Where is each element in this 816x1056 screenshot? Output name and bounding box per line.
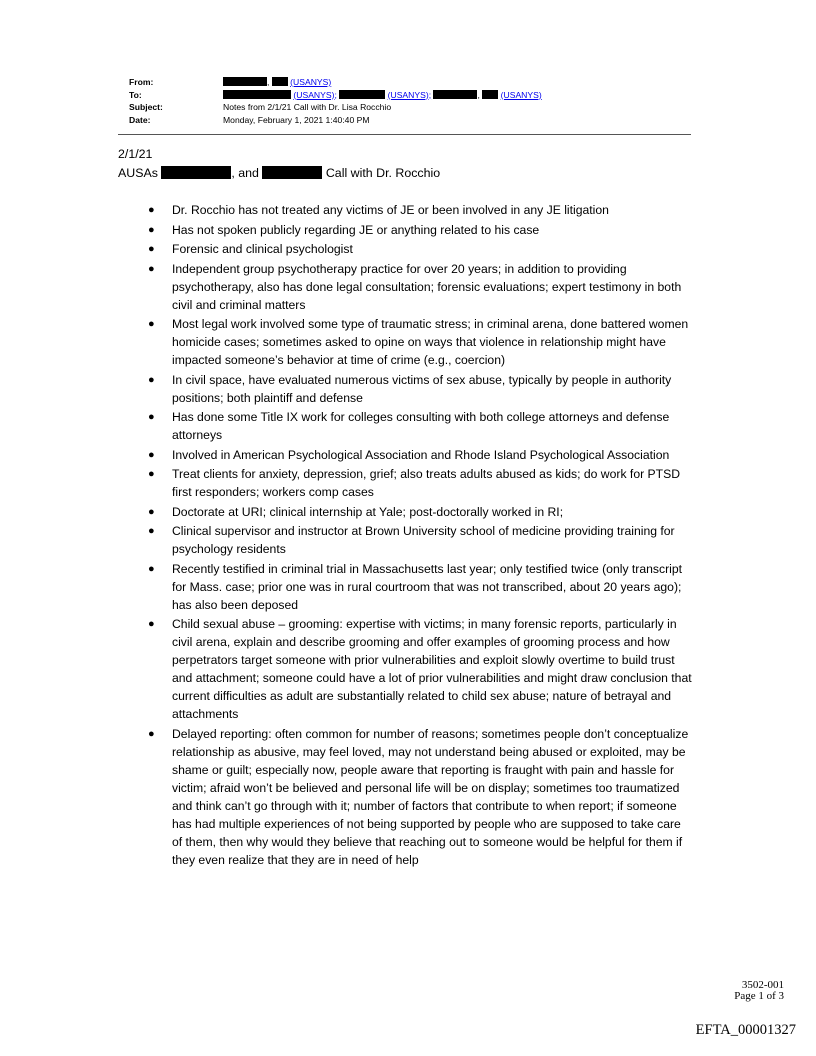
redaction-block — [262, 166, 322, 179]
page-number: Page 1 of 3 — [734, 990, 784, 1002]
date-row — [129, 114, 691, 127]
from-email-link[interactable]: (USANYS) — [290, 77, 332, 87]
list-item: ● Has not spoken publicly regarding JE or anything related to his case — [148, 222, 540, 237]
list-item: ● Child sexual abuse – grooming: expertise with victims; in many forensic reports, particularly in civil arena, explain and describe grooming and offer examples of grooming process and how perpetrators target someone with prior vulnerabilities and exploit slowly overtime to build trust and attachment; someone could have a lot of prior vulnerabilities and might draw conclusion that current difficulties as adult are substantially related to child sex abuse; nature of betrayal and attachments — [148, 617, 692, 721]
redaction-block — [223, 77, 267, 86]
notes-date: 2/1/21 — [118, 147, 153, 161]
bullet-icon: ● — [148, 727, 155, 740]
redaction-block — [272, 77, 288, 86]
bullet-icon: ● — [148, 262, 155, 275]
from-label: From: — [129, 77, 154, 87]
email-header — [129, 76, 691, 126]
list-item: ● Most legal work involved some type of traumatic stress; in criminal arena, done battered women homicide cases; sometimes asked to opine on ways that violence in relationship might have impacted someone’s behavior at time of crime (e.g., coercion) — [148, 317, 689, 367]
date-value: Monday, February 1, 2021 1:40:40 PM — [223, 114, 370, 125]
date-label: Date: — [129, 114, 151, 125]
subject-label: Subject: — [129, 102, 163, 112]
bullet-icon: ● — [148, 468, 155, 480]
redaction-block — [433, 90, 477, 99]
attendees-line — [118, 165, 440, 182]
page-footer — [734, 980, 784, 1002]
ausa-and: , and — [231, 166, 259, 180]
list-item: ● Independent group psychotherapy practice for over 20 years; in addition to providing psychotherapy, also has done legal consultation; forensic evaluations; expert testimony in both civil and criminal matters — [148, 261, 682, 312]
ausa-prefix: AUSAs — [118, 166, 158, 180]
bullet-icon: ● — [148, 411, 155, 423]
redaction-block — [339, 90, 385, 99]
to-email-link-2[interactable]: (USANYS); — [387, 89, 432, 100]
redaction-block — [482, 90, 498, 99]
to-label: To: — [129, 89, 142, 100]
bullet-icon: ● — [148, 562, 155, 575]
redaction-block — [161, 166, 231, 179]
to-value: (USANYS); (USANYS); , (USANYS) — [223, 89, 691, 102]
to-email-link-3[interactable]: (USANYS) — [500, 89, 542, 100]
bullet-icon: ● — [148, 448, 155, 461]
ausa-suffix: Call with Dr. Rocchio — [325, 166, 441, 180]
subject-value: Notes from 2/1/21 Call with Dr. Lisa Rocchio — [223, 102, 392, 112]
bullet-icon: ● — [148, 223, 155, 236]
to-row — [129, 89, 691, 102]
bullet-icon: ● — [148, 318, 155, 330]
bates-stamp: EFTA_00001327 — [695, 1022, 796, 1038]
list-item: ● Doctorate at URI; clinical internship at Yale; post-doctorally worked in RI; — [148, 504, 564, 519]
from-row — [129, 76, 691, 89]
bullet-icon: ● — [148, 505, 155, 518]
bullet-icon: ● — [148, 618, 155, 630]
bullet-icon: ● — [148, 243, 155, 255]
list-item: ● Delayed reporting: often common for number of reasons; sometimes people don’t conceptualize relationship as abusive, may feel loved, may not understand being abused or exploited, may be shame or guilt; especially now, people aware that reporting is fraught with pain and hassle for victim; afraid won’t be believed and personal life will be on display; sometimes too traumatized and think can’t go through with it; number of factors that contribute to when report; if someone has had multiple experiences of not being supported by people who are supposed to take care of them, then why would they believe that reaching out to someone would be helpful for them if they even realize that they are in need of help — [148, 726, 689, 867]
from-value: , (USANYS) — [223, 76, 691, 89]
list-item: ● Treat clients for anxiety, depression, grief; also treats adults abused as kids; do work for PTSD first responders; workers comp cases — [148, 467, 681, 499]
redaction-block — [223, 90, 291, 99]
notes-list — [118, 201, 692, 870]
list-item: ● Dr. Rocchio has not treated any victims of JE or been involved in any JE litigation — [148, 203, 609, 217]
list-item: ● Recently testified in criminal trial in Massachusetts last year; only testified twice (only transcript for Mass. case; prior one was in rural courtroom that was not transcribed, about 20 years ago); has also been deposed — [148, 561, 683, 612]
doc-number: 3502-001 — [741, 979, 784, 991]
list-item: ● Involved in American Psychological Association and Rhode Island Psychological Association — [148, 447, 670, 462]
bullet-icon: ● — [148, 525, 155, 537]
to-email-link-1[interactable]: (USANYS); — [293, 89, 337, 100]
list-item: ● Clinical supervisor and instructor at Brown University school of medicine providing training for psychology residents — [148, 524, 675, 556]
list-item: ● Forensic and clinical psychologist — [148, 242, 353, 256]
header-divider — [118, 134, 691, 135]
bullet-icon: ● — [148, 204, 155, 216]
subject-row — [129, 101, 691, 114]
bullet-icon: ● — [148, 373, 155, 386]
list-item: ● In civil space, have evaluated numerous victims of sex abuse, typically by people in authority positions; both plaintiff and defense — [148, 372, 672, 405]
list-item: ● Has done some Title IX work for colleges consulting with both college attorneys and defense attorneys — [148, 410, 670, 442]
